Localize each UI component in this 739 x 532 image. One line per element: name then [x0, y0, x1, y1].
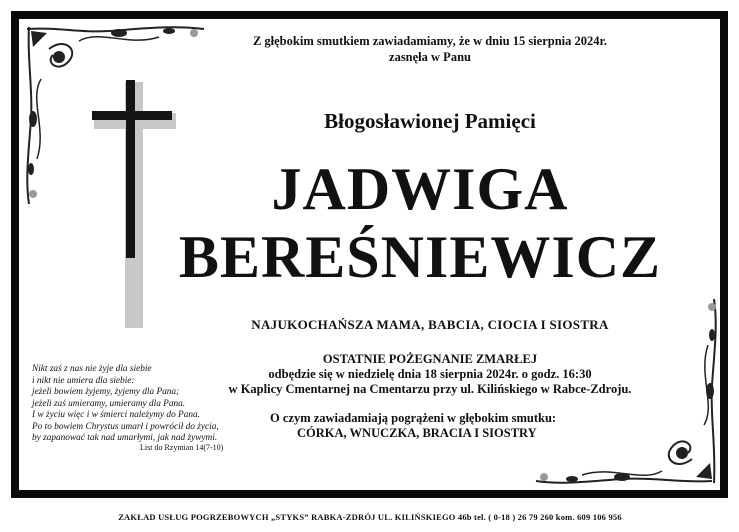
cross-icon [88, 78, 178, 333]
announcement-line-2: zasnęła w Panu [389, 50, 471, 64]
poem-source: List do Rzymian 14(7-10) [140, 443, 224, 452]
scripture-poem [32, 364, 242, 445]
notice-line-1: O czym zawiadamiają pogrążeni w głębokim smutku: [270, 411, 557, 425]
poem-line: i nikt nie umiera dla siebie: [32, 375, 135, 386]
poem-line: jeżeli zaś umieramy, umieramy dla Pana. [32, 398, 186, 409]
funeral-home-footer: ZAKŁAD USŁUG POGRZEBOWYCH „STYKS” RABKA-ZDRÓJ UL. KILIŃSKIEGO 46b tel. ( 0-18 ) 26 79 260 kom. 609 106 956 [118, 512, 622, 522]
notice-mourners: CÓRKA, WNUCZKA, BRACIA I SIOSTRY [297, 426, 537, 440]
farewell-title: OSTATNIE POŻEGNANIE ZMARŁEJ [322, 352, 538, 366]
relation-line: NAJUKOCHAŃSZA MAMA, BABCIA, CIOCIA I SIOSTRA [251, 317, 609, 332]
last-name: BEREŚNIEWICZ [178, 224, 662, 290]
poem-line: jeżeli bowiem żyjemy, żyjemy dla Pana; [32, 387, 180, 397]
announcement-line-1: Z głębokim smutkiem zawiadamiamy, że w dniu 15 sierpnia 2024r. [252, 34, 608, 48]
farewell-date: odbędzie się w niedzielę dnia 18 sierpnia 2024r. o godz. 16:30 [268, 367, 592, 381]
memory-title: Błogosławionej Pamięci [324, 109, 536, 133]
poem-line: Po to bowiem Chrystus umarł i powrócił do życia, [32, 421, 219, 432]
farewell-place: w Kaplicy Cmentarnej na Cmentarzu przy ul. Kilińskiego w Rabce-Zdroju. [228, 382, 632, 396]
poem-line: Nikt zaś z nas nie żyje dla siebie [32, 364, 152, 374]
poem-line: by zapanować tak nad umarłymi, jak nad żywymi. [32, 433, 218, 443]
first-name: JADWIGA [271, 156, 569, 222]
poem-line: I w życiu więc i w śmierci należymy do Pana. [32, 410, 200, 420]
